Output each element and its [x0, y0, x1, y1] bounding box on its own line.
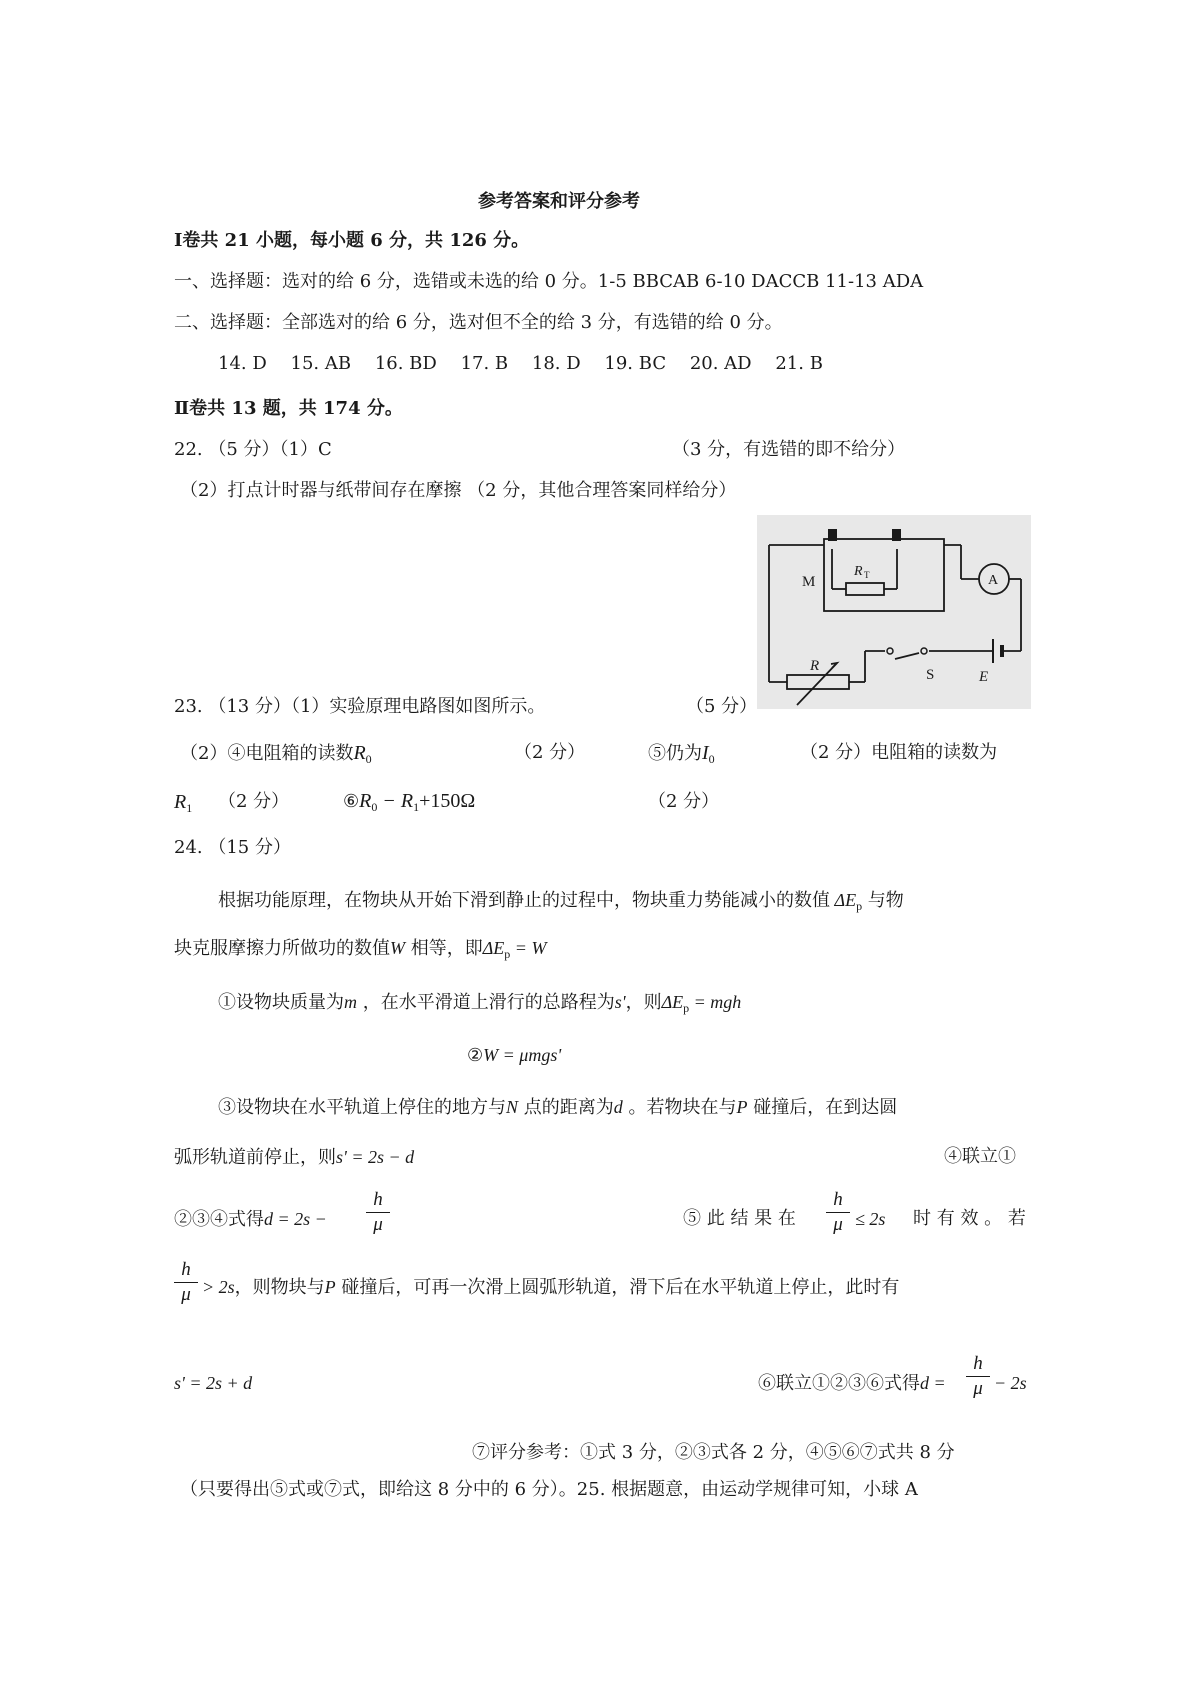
i0-symbol: I [702, 742, 709, 764]
q24-eq6: > 2s，则物块与P 碰撞后，可再一次滑上圆弧形轨道，滑下后在水平轨道上停止，此时有 [202, 1277, 900, 1298]
q24-head: 24. （15 分） [174, 837, 291, 858]
part1-header: Ⅰ卷共 21 小题，每小题 6 分，共 126 分。 [174, 230, 530, 251]
answer-18: 18. D [531, 353, 581, 374]
motor-label: M [802, 574, 816, 590]
part2-header: Ⅱ卷共 13 题，共 174 分。 [174, 398, 403, 419]
answer-14: 14. D [218, 353, 267, 374]
answer-17: 17. B [460, 353, 509, 374]
q24-scoring: ⑦评分参考：①式 3 分，②③式各 2 分，④⑤⑥⑦式共 8 分 [472, 1442, 955, 1463]
q24-eq4-right: ④联立① [944, 1146, 1016, 1167]
thermistor-label-sub: T [864, 570, 870, 580]
q24-p1: 根据功能原理，在物块从开始下滑到静止的过程中，物块重力势能减小的数值 $\Delta E_p$ 与物 [218, 890, 904, 913]
q23-line2-c: （2 分）电阻箱的读数为 [800, 742, 998, 763]
q22-line2: （2）打点计时器与纸带间存在摩擦 （2 分，其他合理答案同样给分） [180, 480, 737, 501]
q22-line1-right: （3 分，有选错的即不给分） [672, 439, 906, 460]
thermistor-label: R [854, 564, 863, 579]
q24-eq5-le: ≤ 2s [855, 1209, 886, 1229]
q23-line2-b: ⑤仍为$I_0$ [648, 742, 715, 766]
page-title: 参考答案和评分参考 [478, 191, 640, 212]
q23-line2-score1: （2 分） [514, 742, 586, 763]
q24-eq4: 弧形轨道前停止，则s' = 2s − d [174, 1147, 415, 1168]
answer-19: 19. BC [604, 353, 667, 374]
q24-frac4: h μ [966, 1352, 990, 1401]
answer-15: 15. AB [290, 353, 352, 374]
q23-line3-score2: （2 分） [648, 791, 720, 812]
q24-frac1: h μ [366, 1188, 390, 1237]
q24-eq7-tail: − 2s [994, 1373, 1027, 1393]
battery-label: E [979, 669, 989, 685]
q24-eq7-right: ⑥联立①②③⑥式得d = [758, 1373, 946, 1394]
sec2-line: 二、选择题：全部选对的给 6 分，选对但不全的给 3 分，有选错的给 0 分。 [174, 312, 783, 333]
q24-eq3: ③设物块在水平轨道上停住的地方与N 点的距离为d 。若物块在与P 碰撞后，在到达圆 [218, 1097, 898, 1118]
rheostat-label: R [810, 658, 820, 674]
q24-eq7-left: s' = 2s + d [174, 1373, 253, 1393]
q23-line3-formula: $⑥R_0 - R_1+150\Omega$ [343, 790, 476, 814]
q24-eq5-mid: ⑤ 此 结 果 在 [683, 1208, 796, 1229]
q24-frac2: h μ [826, 1188, 850, 1237]
circuit-diagram [757, 515, 1031, 709]
q24-scoring-note: （只要得出⑤式或⑦式，即给这 8 分中的 6 分）。25. 根据题意，由运动学规律可知，小球 A [180, 1479, 918, 1500]
q22-line1-left: 22. （5 分）（1）C [174, 439, 332, 460]
q24-frac3: h μ [174, 1258, 198, 1307]
q24-eq5-right: 时 有 效 。 若 [913, 1208, 1026, 1229]
switch-label: S [926, 667, 935, 683]
q24-p2: 块克服摩擦力所做功的数值W 相等，即$\Delta E_p = W$ [174, 938, 547, 961]
q23-line1-left: 23. （13 分）（1）实验原理电路图如图所示。 [174, 696, 546, 717]
q24-eq5-left: ②③④式得d = 2s − [174, 1209, 327, 1230]
q23-line2-a: （2）④电阻箱的读数$R_0$ [180, 742, 372, 766]
sec2-answers [218, 351, 841, 377]
sec1-line: 一、选择题：选对的给 6 分，选错或未选的给 0 分。1-5 BBCAB 6-10 DACCB 11-13 ADA [174, 271, 924, 292]
answer-20: 20. AD [689, 353, 752, 374]
q23-line3-score: （2 分） [218, 791, 290, 812]
answer-16: 16. BD [374, 353, 437, 374]
q23-line1-score: （5 分） [686, 696, 758, 717]
q24-eq1: ①设物块质量为m ，在水平滑道上滑行的总路程为s'，则$\Delta E_p$ = mgh [218, 992, 742, 1015]
answer-21: 21. B [775, 353, 823, 374]
ammeter-label: A [988, 573, 999, 588]
q24-eq2: ②W = μmgs' [467, 1045, 562, 1066]
q23-line3-a: $R_1$ [174, 791, 193, 815]
r0-symbol: R [353, 742, 366, 764]
